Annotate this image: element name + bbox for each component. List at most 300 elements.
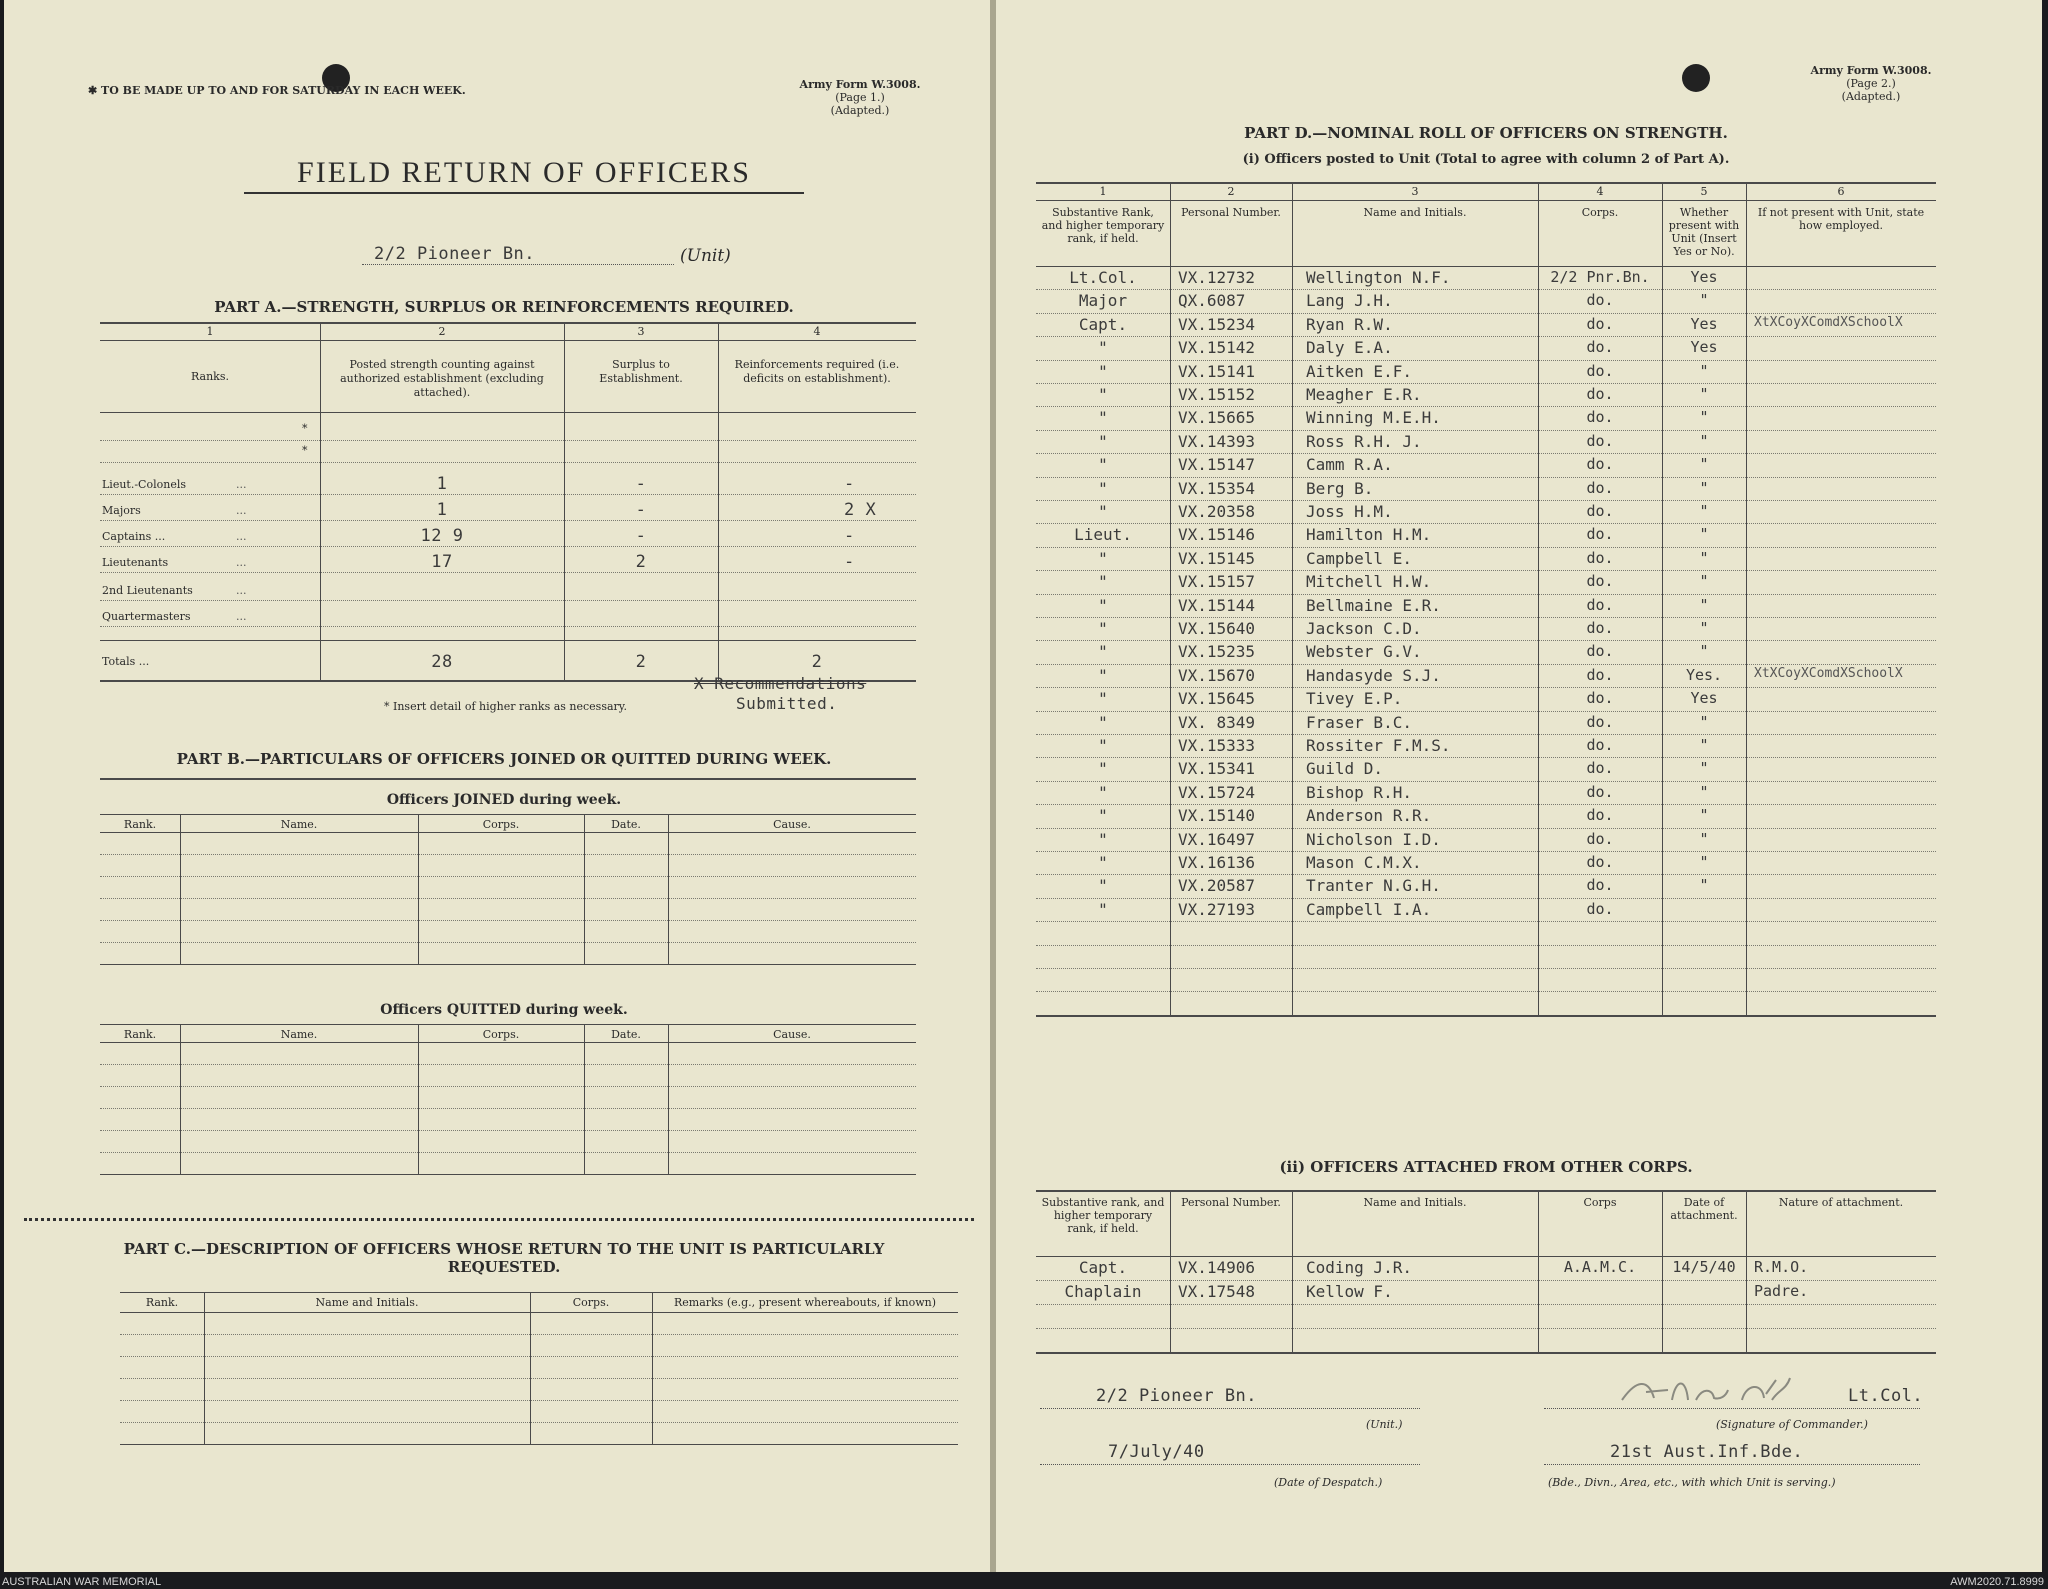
table-col-rule (418, 814, 419, 964)
table-row-rule (120, 1378, 958, 1379)
officer-rank: " (1098, 642, 1108, 662)
roll-row-rule (1036, 430, 1936, 431)
part-c-title (104, 1240, 904, 1276)
roll-top-rule (1036, 182, 1936, 184)
officer-corps: do. (1586, 338, 1614, 357)
officer-rank: " (1098, 431, 1108, 451)
roll-row-rule (1036, 898, 1936, 899)
roll-col-rule (1292, 182, 1293, 1015)
roll-col-number: 4 (1596, 185, 1604, 198)
officer-number: VX.15147 (1178, 455, 1256, 475)
form-number (790, 78, 930, 117)
officer-number: VX.15152 (1178, 385, 1256, 404)
leader-dots: ... (236, 504, 247, 517)
att-col-header: Substantive rank, and higher temporary rank, if held. (1041, 1196, 1165, 1235)
quitted-title: Officers QUITTED during week. (380, 1002, 628, 1018)
roll-row-rule (1036, 687, 1936, 688)
col-header-posted: Posted strength counting against authorized establishment (excluding attached). (340, 358, 544, 399)
officer-name: Campbell E. (1306, 548, 1412, 568)
part-a-surplus: - (635, 474, 647, 494)
officer-present: " (1699, 712, 1709, 731)
att-name: Kellow F. (1306, 1282, 1393, 1301)
officer-present: Yes. (1685, 665, 1723, 684)
officer-number: VX. 8349 (1178, 712, 1256, 732)
officer-present: Yes (1690, 689, 1718, 708)
totals-reinf: 2 (811, 652, 823, 672)
table-col-header: Name. (280, 818, 318, 831)
table-row-rule (120, 1334, 958, 1335)
officer-corps: do. (1586, 361, 1614, 380)
roll-row-rule (1036, 640, 1936, 641)
table-row-rule (120, 1400, 958, 1401)
officer-name: Tranter N.G.H. (1306, 876, 1441, 896)
part-a-posted: 12 9 (420, 526, 464, 546)
officer-name: Winning M.E.H. (1306, 408, 1441, 428)
table-col-header: Date. (611, 818, 641, 831)
date-typed: 7/July/40 (1108, 1442, 1205, 1462)
form-number (1796, 64, 1946, 103)
table-row-rule (100, 1152, 916, 1153)
part-a-surplus: - (635, 500, 647, 520)
footer-left: AUSTRALIAN WAR MEMORIAL (2, 1576, 162, 1588)
officer-present: " (1699, 408, 1709, 427)
officer-present: " (1699, 736, 1709, 754)
officer-rank: " (1098, 876, 1108, 896)
officer-number: VX.15354 (1178, 478, 1256, 498)
table-row-rule (120, 1422, 958, 1423)
officer-number: VX.15724 (1178, 782, 1256, 802)
joined-title: Officers JOINED during week. (386, 792, 622, 808)
officer-present: " (1699, 502, 1709, 520)
table-row-rule (100, 942, 916, 943)
table-col-header: Corps. (572, 1296, 610, 1309)
part-a-title: PART A.—STRENGTH, SURPLUS OR REINFORCEMENTS REQUIRED. (214, 298, 794, 316)
officer-rank: " (1098, 595, 1108, 615)
officer-present: " (1699, 385, 1709, 403)
officer-number: VX.15670 (1178, 665, 1256, 685)
officer-rank: " (1098, 572, 1108, 592)
part-b-title: PART B.—PARTICULARS OF OFFICERS JOINED OR QUITTED DURING WEEK. (176, 750, 832, 768)
table-col-rule (204, 1292, 205, 1444)
officer-name: Fraser B.C. (1306, 712, 1412, 732)
att-date: 14/5/40 (1672, 1258, 1736, 1276)
roll-row-rule (1036, 336, 1936, 337)
part-a-reinf: - (844, 474, 855, 494)
leader-dots: ... (236, 556, 247, 569)
row-divider (100, 440, 916, 441)
table-col-rule (668, 1024, 669, 1174)
right-page (996, 0, 2042, 1572)
att-row-rule (1036, 1304, 1936, 1305)
brigade-label: (Bde., Divn., Area, etc., with which Unit is serving.) (1548, 1476, 1836, 1489)
table-row-rule (100, 898, 916, 899)
roll-row-rule (1036, 453, 1936, 454)
officer-corps: do. (1586, 806, 1614, 825)
officer-rank: " (1098, 455, 1108, 475)
table-col-header: Date. (611, 1028, 641, 1041)
officer-number: VX.15341 (1178, 759, 1256, 779)
roll-col-number: 3 (1411, 185, 1419, 198)
table-row-rule (100, 920, 916, 921)
roll-col-header: Name and Initials. (1363, 206, 1467, 219)
officer-name: Tivey E.P. (1306, 689, 1403, 709)
roll-col-number: 5 (1700, 185, 1708, 198)
roll-row-rule (1036, 757, 1936, 758)
officer-present: Yes (1690, 268, 1718, 286)
signature-label: (Signature of Commander.) (1716, 1418, 1868, 1431)
table-bottom-rule (100, 1174, 916, 1175)
officer-corps: do. (1586, 408, 1614, 427)
officer-name: Aitken E.F. (1306, 361, 1412, 381)
form-label: Army Form W.3008. (799, 78, 921, 91)
att-rank: Chaplain (1064, 1282, 1142, 1301)
officer-present: " (1699, 759, 1709, 778)
row-divider (100, 572, 916, 573)
roll-row-rule (1036, 383, 1936, 384)
att-nature: Padre. (1754, 1282, 1809, 1300)
officer-employed: XtXCoyXComdXSchoolX (1754, 665, 1903, 681)
officer-present: " (1699, 853, 1709, 871)
table-bottom-rule (100, 964, 916, 965)
form-adapted: (Adapted.) (1841, 90, 1901, 103)
roll-row-rule (1036, 734, 1936, 735)
officer-corps: do. (1586, 455, 1614, 474)
officer-corps: do. (1586, 759, 1614, 778)
table-col-header: Corps. (482, 1028, 520, 1041)
table-col-rule (180, 814, 181, 964)
officer-rank: Major (1078, 291, 1128, 311)
officer-name: Webster G.V. (1306, 642, 1422, 662)
officer-number: VX.16136 (1178, 853, 1256, 872)
totals-posted: 28 (431, 652, 453, 672)
officer-name: Anderson R.R. (1306, 806, 1432, 826)
asterisk: * (302, 422, 308, 435)
asterisk: * (302, 444, 308, 457)
officer-corps: do. (1586, 782, 1614, 801)
roll-col-number: 2 (1227, 185, 1235, 198)
table-row-rule (100, 1064, 916, 1065)
part-a-rank: Lieut.-Colonels (102, 478, 186, 491)
roll-row-rule (1036, 781, 1936, 782)
page-title: FIELD RETURN OF OFFICERS (244, 156, 804, 194)
col-header-ranks: Ranks. (191, 370, 229, 383)
officer-corps: do. (1586, 853, 1614, 871)
roll-row-rule (1036, 500, 1936, 501)
att-rank: Capt. (1078, 1258, 1128, 1277)
roll-col-header: Whether present with Unit (Insert Yes or No). (1668, 206, 1740, 258)
officer-number: VX.12732 (1178, 268, 1256, 287)
officer-name: Jackson C.D. (1306, 619, 1422, 638)
att-name: Coding J.R. (1306, 1258, 1412, 1277)
left-page (4, 0, 992, 1572)
officer-number: VX.15640 (1178, 619, 1256, 638)
officer-name: Bishop R.H. (1306, 782, 1412, 802)
table-row-rule (100, 1108, 916, 1109)
unit-label: (Unit) (680, 246, 731, 266)
officer-present: " (1699, 876, 1709, 895)
form-adapted: (Adapted.) (830, 104, 890, 117)
table-col-rule (652, 1292, 653, 1444)
officer-name: Mitchell H.W. (1306, 572, 1432, 592)
officer-present: " (1699, 829, 1709, 848)
officer-number: VX.27193 (1178, 899, 1256, 919)
officer-name: Campbell I.A. (1306, 899, 1432, 919)
officer-number: VX.15645 (1178, 689, 1256, 709)
roll-row-rule (1036, 594, 1936, 595)
att-top-rule (1036, 1190, 1936, 1192)
officer-rank: Capt. (1078, 314, 1128, 334)
part-a-posted: 17 (431, 552, 453, 572)
row-divider (100, 626, 916, 627)
part-a-rank: Majors (102, 504, 141, 517)
roll-col-rule (1746, 182, 1747, 1015)
roll-col-header: Personal Number. (1181, 206, 1281, 219)
form-label: Army Form W.3008. (1810, 64, 1932, 77)
officer-name: Meagher E.R. (1306, 385, 1422, 404)
officer-corps: do. (1586, 502, 1614, 520)
officer-name: Handasyde S.J. (1306, 665, 1441, 685)
totals-surplus: 2 (635, 652, 647, 672)
part-c-title-line2: REQUESTED. (447, 1258, 561, 1276)
table-top-rule (120, 1292, 958, 1293)
col-header-surplus: Surplus to Establishment. (599, 358, 683, 385)
officer-corps: do. (1586, 642, 1614, 661)
col-number: 2 (438, 325, 446, 338)
officer-present: " (1699, 548, 1709, 567)
att-col-rule (1746, 1190, 1747, 1352)
part-a-posted: 1 (436, 500, 448, 520)
roll-col-header: Substantive Rank, and higher temporary rank, if held. (1041, 206, 1165, 245)
officer-corps: do. (1586, 572, 1614, 591)
officer-present: Yes (1690, 314, 1718, 333)
table-row-rule (100, 1130, 916, 1131)
att-col-header: Date of attachment. (1670, 1196, 1738, 1222)
att-col-header: Name and Initials. (1363, 1196, 1467, 1209)
col-number: 4 (813, 325, 821, 338)
roll-col-header: If not present with Unit, state how employed. (1757, 206, 1925, 232)
table-bottom-rule (120, 1444, 958, 1445)
officer-corps: do. (1586, 876, 1614, 895)
officer-corps: do. (1586, 595, 1614, 614)
table-header-rule (100, 832, 916, 833)
table-col-header: Corps. (482, 818, 520, 831)
part-d-title: PART D.—NOMINAL ROLL OF OFFICERS ON STRENGTH. (1244, 124, 1728, 142)
roll-bottom-rule (1036, 1015, 1936, 1017)
officer-corps: do. (1586, 899, 1614, 918)
roll-row-rule (1036, 711, 1936, 712)
table-row-rule (100, 1086, 916, 1087)
officer-number: VX.15333 (1178, 736, 1256, 755)
footer-right: AWM2020.71.8999 (1950, 1576, 2044, 1588)
header-note: ✱ TO BE MADE UP TO AND FOR SATURDAY IN EACH WEEK. (88, 84, 466, 97)
roll-row-rule (1036, 921, 1936, 922)
roll-row-rule (1036, 851, 1936, 852)
officer-rank: " (1098, 806, 1108, 826)
table-col-header: Cause. (773, 818, 811, 831)
officer-present: " (1699, 782, 1709, 801)
officer-corps: do. (1586, 478, 1614, 497)
roll-row-rule (1036, 313, 1936, 314)
part-a-rank: Captains ... (102, 530, 166, 543)
roll-row-rule (1036, 477, 1936, 478)
col-number: 3 (637, 325, 645, 338)
roll-row-rule (1036, 617, 1936, 618)
part-a-reinf: 2 X (844, 500, 877, 520)
att-number: VX.14906 (1178, 1258, 1256, 1277)
officer-rank: " (1098, 736, 1108, 755)
roll-row-rule (1036, 360, 1936, 361)
officer-rank: " (1098, 899, 1108, 919)
note-typed-2: Submitted. (736, 694, 838, 713)
att-col-header: Corps (1583, 1196, 1617, 1209)
officer-number: VX.15234 (1178, 314, 1256, 334)
officer-rank: " (1098, 712, 1108, 732)
officer-name: Daly E.A. (1306, 338, 1393, 358)
part-a-footnote: * Insert detail of higher ranks as necessary. (384, 700, 628, 713)
row-divider (100, 600, 916, 601)
part-a-surplus: - (635, 526, 647, 546)
part-a-rank: Lieutenants (102, 556, 169, 569)
row-divider (100, 546, 916, 547)
table-col-header: Remarks (e.g., present whereabouts, if known) (673, 1296, 937, 1309)
part-a-rank: Quartermasters (102, 610, 191, 623)
officer-present: " (1699, 455, 1709, 474)
part-a-reinf: - (844, 552, 855, 572)
row-divider (100, 462, 916, 463)
att-header-rule (1036, 1256, 1936, 1257)
officer-number: VX.15144 (1178, 595, 1256, 615)
col-number: 1 (206, 325, 214, 338)
officer-name: Rossiter F.M.S. (1306, 736, 1451, 755)
roll-row-rule (1036, 406, 1936, 407)
roll-row-rule (1036, 547, 1936, 548)
officer-rank: " (1098, 338, 1108, 358)
att-corps: A.A.M.C. (1563, 1258, 1637, 1276)
table-col-header: Name. (280, 1028, 318, 1041)
att-row-rule (1036, 1328, 1936, 1329)
row-divider (100, 520, 916, 521)
officer-present: " (1699, 595, 1709, 614)
officer-number: VX.15141 (1178, 361, 1256, 381)
officer-rank: " (1098, 385, 1108, 404)
officer-rank: " (1098, 502, 1108, 521)
roll-col-header: Corps. (1581, 206, 1619, 219)
roll-row-rule (1036, 523, 1936, 524)
officer-number: VX.15235 (1178, 642, 1256, 662)
officer-number: VX.15145 (1178, 548, 1256, 568)
roll-num-rule (1036, 200, 1936, 201)
officer-rank: Lieut. (1074, 525, 1132, 545)
roll-row-rule (1036, 828, 1936, 829)
part-a-surplus: 2 (635, 552, 647, 572)
officer-rank: " (1098, 853, 1108, 872)
table-header-rule (120, 1312, 958, 1313)
table-col-header: Rank. (123, 818, 157, 831)
officer-name: Camm R.A. (1306, 455, 1393, 475)
officer-number: VX.20587 (1178, 876, 1256, 896)
officer-rank: " (1098, 478, 1108, 498)
part-c-title-line1: PART C.—DESCRIPTION OF OFFICERS WHOSE RETURN TO THE UNIT IS PARTICULARLY (123, 1240, 885, 1258)
officer-corps: do. (1586, 736, 1614, 754)
form-page: (Page 2.) (1846, 77, 1896, 90)
officer-corps: do. (1586, 829, 1614, 848)
note-typed-1: X Recommendations (694, 674, 867, 693)
officer-corps: do. (1586, 689, 1614, 708)
brigade-typed: 21st Aust.Inf.Bde. (1610, 1442, 1804, 1462)
officer-corps: do. (1586, 385, 1614, 403)
table-col-header: Cause. (773, 1028, 811, 1041)
att-col-rule (1170, 1190, 1171, 1352)
totals-label: Totals ... (102, 655, 150, 668)
roll-col-number: 1 (1099, 185, 1107, 198)
officer-name: Mason C.M.X. (1306, 853, 1422, 872)
officer-number: QX.6087 (1178, 291, 1246, 311)
officer-corps: do. (1586, 431, 1614, 450)
part-a-posted: 1 (436, 474, 448, 494)
table-row-rule (100, 854, 916, 855)
table-header-rule (100, 1042, 916, 1043)
officer-rank: " (1098, 829, 1108, 849)
officer-name: Nicholson I.D. (1306, 829, 1441, 849)
officer-number: VX.15140 (1178, 806, 1256, 826)
form-page: (Page 1.) (835, 91, 885, 104)
officer-present: " (1699, 478, 1709, 497)
officer-corps: do. (1586, 291, 1614, 310)
officer-number: VX.15146 (1178, 525, 1256, 545)
officer-present: " (1699, 806, 1709, 825)
table-top-rule (100, 1024, 916, 1025)
officer-corps: 2/2 Pnr.Bn. (1550, 268, 1650, 286)
att-row-rule (1036, 1280, 1936, 1281)
officer-name: Hamilton H.M. (1306, 525, 1432, 545)
officer-name: Wellington N.F. (1306, 268, 1451, 287)
table-col-rule (584, 1024, 585, 1174)
signature-rank: Lt.Col. (1848, 1386, 1924, 1406)
officer-present: " (1699, 361, 1709, 380)
part-d-subtitle: (i) Officers posted to Unit (Total to agree with column 2 of Part A). (1242, 152, 1730, 167)
commander-signature (1616, 1370, 1806, 1410)
officer-number: VX.15157 (1178, 572, 1256, 592)
att-number: VX.17548 (1178, 1282, 1256, 1301)
leader-dots: ... (236, 584, 247, 597)
table-col-rule (180, 1024, 181, 1174)
table-row-rule (100, 876, 916, 877)
officer-present: Yes (1690, 338, 1718, 357)
row-divider (100, 494, 916, 495)
officer-rank: " (1098, 759, 1108, 779)
table-col-rule (584, 814, 585, 964)
officer-number: VX.15665 (1178, 408, 1256, 428)
officer-rank: " (1098, 665, 1108, 685)
att-bottom-rule (1036, 1352, 1936, 1354)
roll-row-rule (1036, 874, 1936, 875)
tear-line (24, 1218, 974, 1221)
officer-name: Bellmaine E.R. (1306, 595, 1441, 615)
roll-row-rule (1036, 991, 1936, 992)
officer-rank: " (1098, 361, 1108, 381)
officer-corps: do. (1586, 548, 1614, 567)
officer-corps: do. (1586, 314, 1614, 333)
officer-number: VX.16497 (1178, 829, 1256, 849)
officer-corps: do. (1586, 525, 1614, 544)
roll-row-rule (1036, 804, 1936, 805)
officer-rank: " (1098, 782, 1108, 802)
part-a-rank: 2nd Lieutenants (102, 584, 193, 597)
officer-rank: " (1098, 689, 1108, 709)
officer-name: Berg B. (1306, 478, 1374, 498)
officer-present: " (1699, 525, 1709, 544)
part-a-reinf: - (844, 526, 855, 546)
